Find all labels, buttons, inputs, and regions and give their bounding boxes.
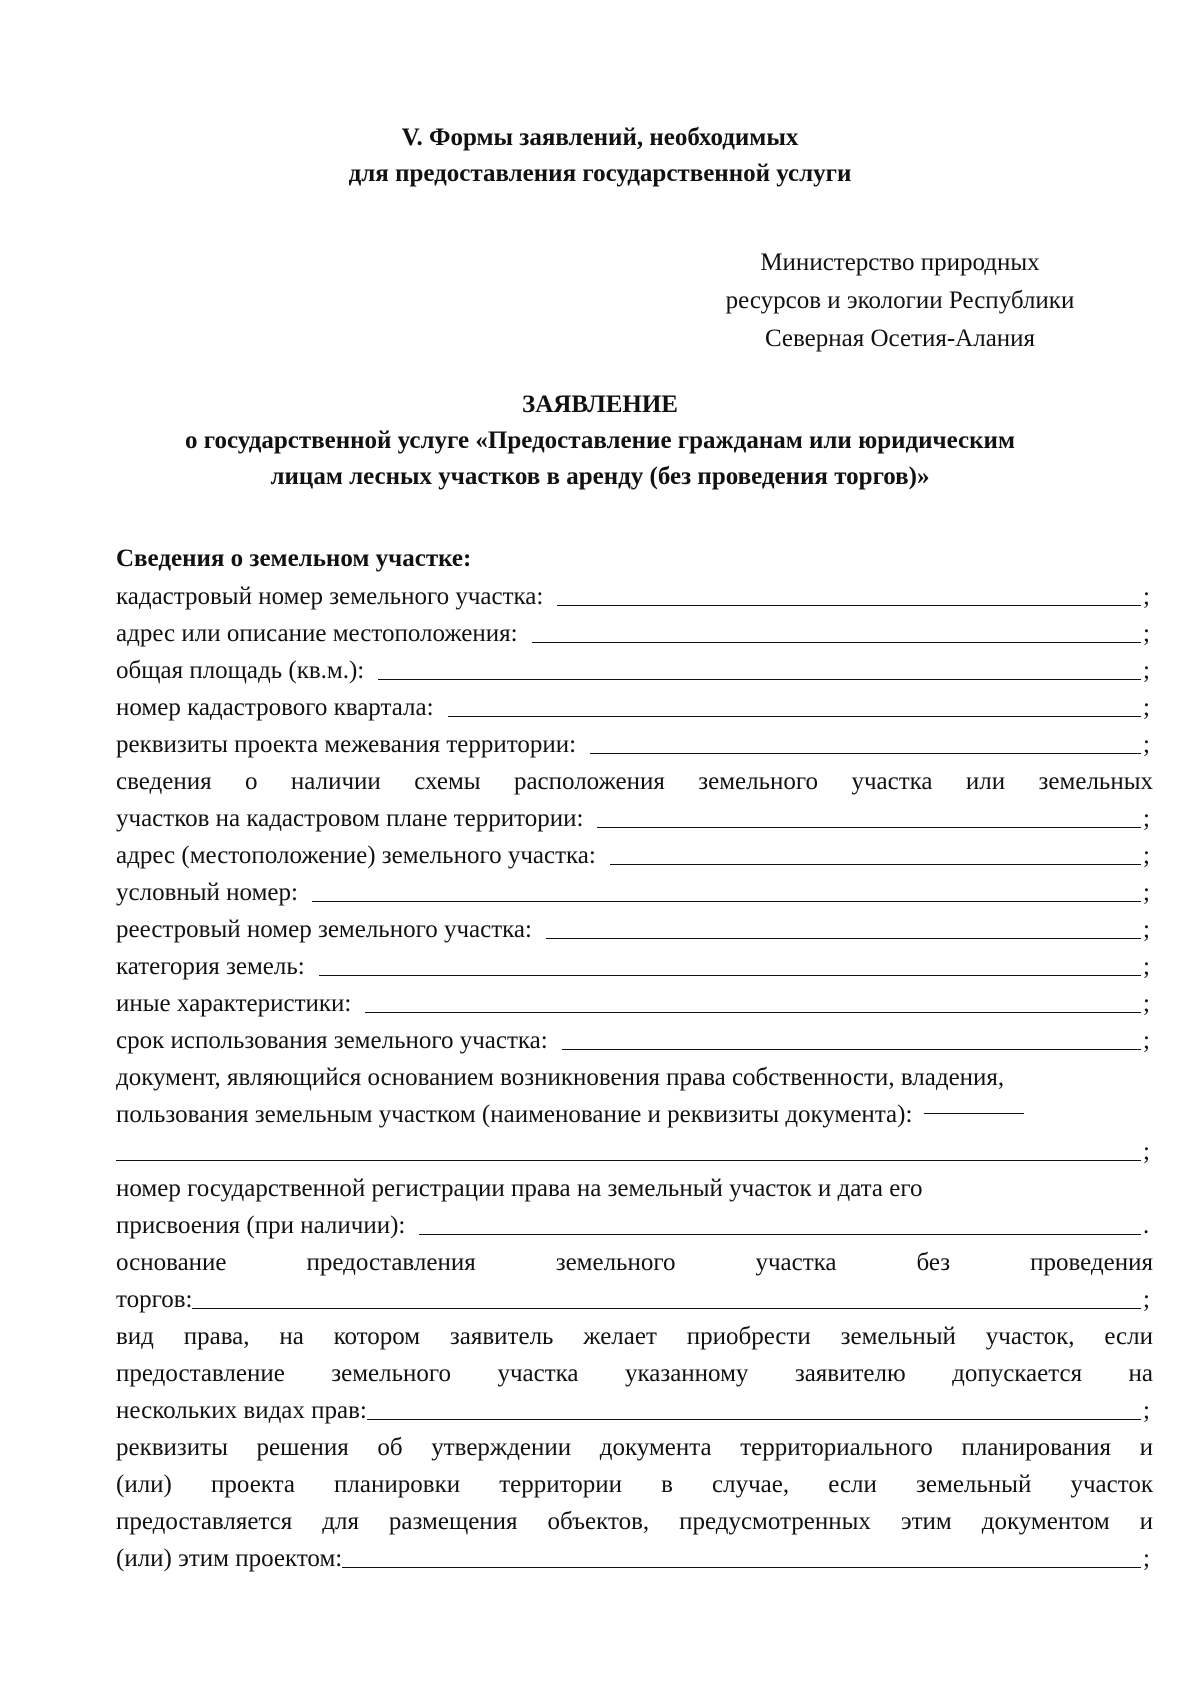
grounds-label-line1: основание предоставления земельного участка без проведения <box>116 1249 1153 1276</box>
land-category-row <box>116 948 1153 985</box>
address-description-field[interactable] <box>532 642 1141 643</box>
survey-project-label: реквизиты проекта межевания территории: <box>116 731 577 758</box>
address-description-row <box>116 615 1153 652</box>
cadastral-quarter-row <box>116 689 1153 726</box>
basis-doc-row <box>116 1096 1153 1133</box>
basis-doc-field-start[interactable] <box>924 1113 1024 1114</box>
other-characteristics-label: иные характеристики: <box>116 990 352 1017</box>
right-type-field[interactable] <box>367 1419 1141 1420</box>
total-area-label: общая площадь (кв.м.): <box>116 657 365 684</box>
registry-number-field[interactable] <box>546 938 1141 939</box>
scheme-label-line1: сведения о наличии схемы расположения земельного участка или земельных <box>116 768 1153 795</box>
application-subtitle-line2: лицам лесных участков в аренду (без проведения торгов)» <box>270 463 930 490</box>
semicolon: ; <box>1143 916 1150 943</box>
address-description-label: адрес или описание местоположения: <box>116 620 518 647</box>
application-title-block <box>0 387 1200 495</box>
semicolon: ; <box>1143 1138 1150 1165</box>
planning-label-line1: реквизиты решения об утверждении документа территориального планирования и <box>116 1434 1153 1461</box>
usage-term-field[interactable] <box>562 1049 1141 1050</box>
plot-address-label: адрес (местоположение) земельного участка: <box>116 842 596 869</box>
section-heading-line1: V. Формы заявлений, необходимых <box>401 124 799 151</box>
semicolon: ; <box>1143 842 1150 869</box>
planning-label-line2: (или) проекта планировки территории в случае, если земельный участок <box>116 1471 1153 1498</box>
scheme-row <box>116 800 1153 837</box>
semicolon: ; <box>1143 657 1150 684</box>
total-area-field[interactable] <box>378 679 1141 680</box>
state-reg-label-line1: номер государственной регистрации права на земельный участок и дата его <box>116 1175 923 1202</box>
grounds-label-line2: торгов: <box>116 1286 193 1313</box>
land-category-field[interactable] <box>319 975 1141 976</box>
right-type-row <box>116 1392 1153 1429</box>
conditional-number-field[interactable] <box>312 901 1141 902</box>
addressee-line2: ресурсов и экологии Республики <box>725 287 1075 314</box>
basis-doc-label-line1: документ, являющийся основанием возникновения права собственности, владения, <box>116 1064 1005 1091</box>
cadastral-quarter-field[interactable] <box>448 716 1141 717</box>
basis-doc-field[interactable] <box>116 1160 1141 1161</box>
grounds-row <box>116 1281 1153 1318</box>
semicolon: ; <box>1143 620 1150 647</box>
land-section-title: Сведения о земельном участке: <box>116 545 472 572</box>
usage-term-label: срок использования земельного участка: <box>116 1027 548 1054</box>
other-characteristics-row <box>116 985 1153 1022</box>
grounds-field[interactable] <box>192 1308 1141 1309</box>
addressee-line1: Министерство природных <box>760 249 1040 276</box>
right-type-label-line3: нескольких видах прав: <box>116 1397 367 1424</box>
application-subtitle-line1: о государственной услуге «Предоставление гражданам или юридическим <box>185 427 1015 454</box>
semicolon: ; <box>1143 879 1150 906</box>
semicolon: ; <box>1143 694 1150 721</box>
basis-doc-label-line2: пользования земельным участком (наименование и реквизиты документа): <box>116 1101 913 1128</box>
planning-row <box>116 1540 1153 1577</box>
right-type-label-line2: предоставление земельного участка указанному заявителю допускается на <box>116 1360 1153 1387</box>
semicolon: ; <box>1143 990 1150 1017</box>
section-heading-line2: для предоставления государственной услуги <box>348 160 852 187</box>
semicolon: ; <box>1143 583 1150 610</box>
section-heading <box>0 120 1200 192</box>
plot-address-row <box>116 837 1153 874</box>
state-reg-row <box>116 1207 1153 1244</box>
cadastral-number-row <box>116 578 1153 615</box>
registry-number-label: реестровый номер земельного участка: <box>116 916 532 943</box>
addressee-block <box>640 244 1160 358</box>
total-area-row <box>116 652 1153 689</box>
other-characteristics-field[interactable] <box>365 1012 1141 1013</box>
application-title: ЗАЯВЛЕНИЕ <box>522 391 678 418</box>
semicolon: ; <box>1143 1545 1150 1572</box>
basis-doc-continuation-row <box>116 1133 1153 1170</box>
survey-project-field[interactable] <box>590 753 1141 754</box>
survey-project-row <box>116 726 1153 763</box>
scheme-field[interactable] <box>597 827 1141 828</box>
usage-term-row <box>116 1022 1153 1059</box>
cadastral-quarter-label: номер кадастрового квартала: <box>116 694 434 721</box>
period: . <box>1143 1212 1150 1239</box>
semicolon: ; <box>1143 1027 1150 1054</box>
land-category-label: категория земель: <box>116 953 305 980</box>
semicolon: ; <box>1143 1397 1150 1424</box>
plot-address-field[interactable] <box>610 864 1141 865</box>
semicolon: ; <box>1143 731 1150 758</box>
planning-label-line4: (или) этим проектом: <box>116 1545 343 1572</box>
addressee-line3: Северная Осетия-Алания <box>764 325 1036 352</box>
planning-label-line3: предоставляется для размещения объектов, предусмотренных этим документом и <box>116 1508 1153 1535</box>
land-plot-section <box>116 540 1153 1577</box>
conditional-number-row <box>116 874 1153 911</box>
state-reg-field[interactable] <box>419 1234 1141 1235</box>
cadastral-number-label: кадастровый номер земельного участка: <box>116 583 544 610</box>
planning-field[interactable] <box>342 1567 1141 1568</box>
right-type-label-line1: вид права, на котором заявитель желает приобрести земельный участок, если <box>116 1323 1153 1350</box>
semicolon: ; <box>1143 1286 1150 1313</box>
scheme-label-line2: участков на кадастровом плане территории: <box>116 805 584 832</box>
registry-number-row <box>116 911 1153 948</box>
cadastral-number-field[interactable] <box>557 605 1141 606</box>
conditional-number-label: условный номер: <box>116 879 298 906</box>
state-reg-label-line2: присвоения (при наличии): <box>116 1212 406 1239</box>
semicolon: ; <box>1143 953 1150 980</box>
semicolon: ; <box>1143 805 1150 832</box>
